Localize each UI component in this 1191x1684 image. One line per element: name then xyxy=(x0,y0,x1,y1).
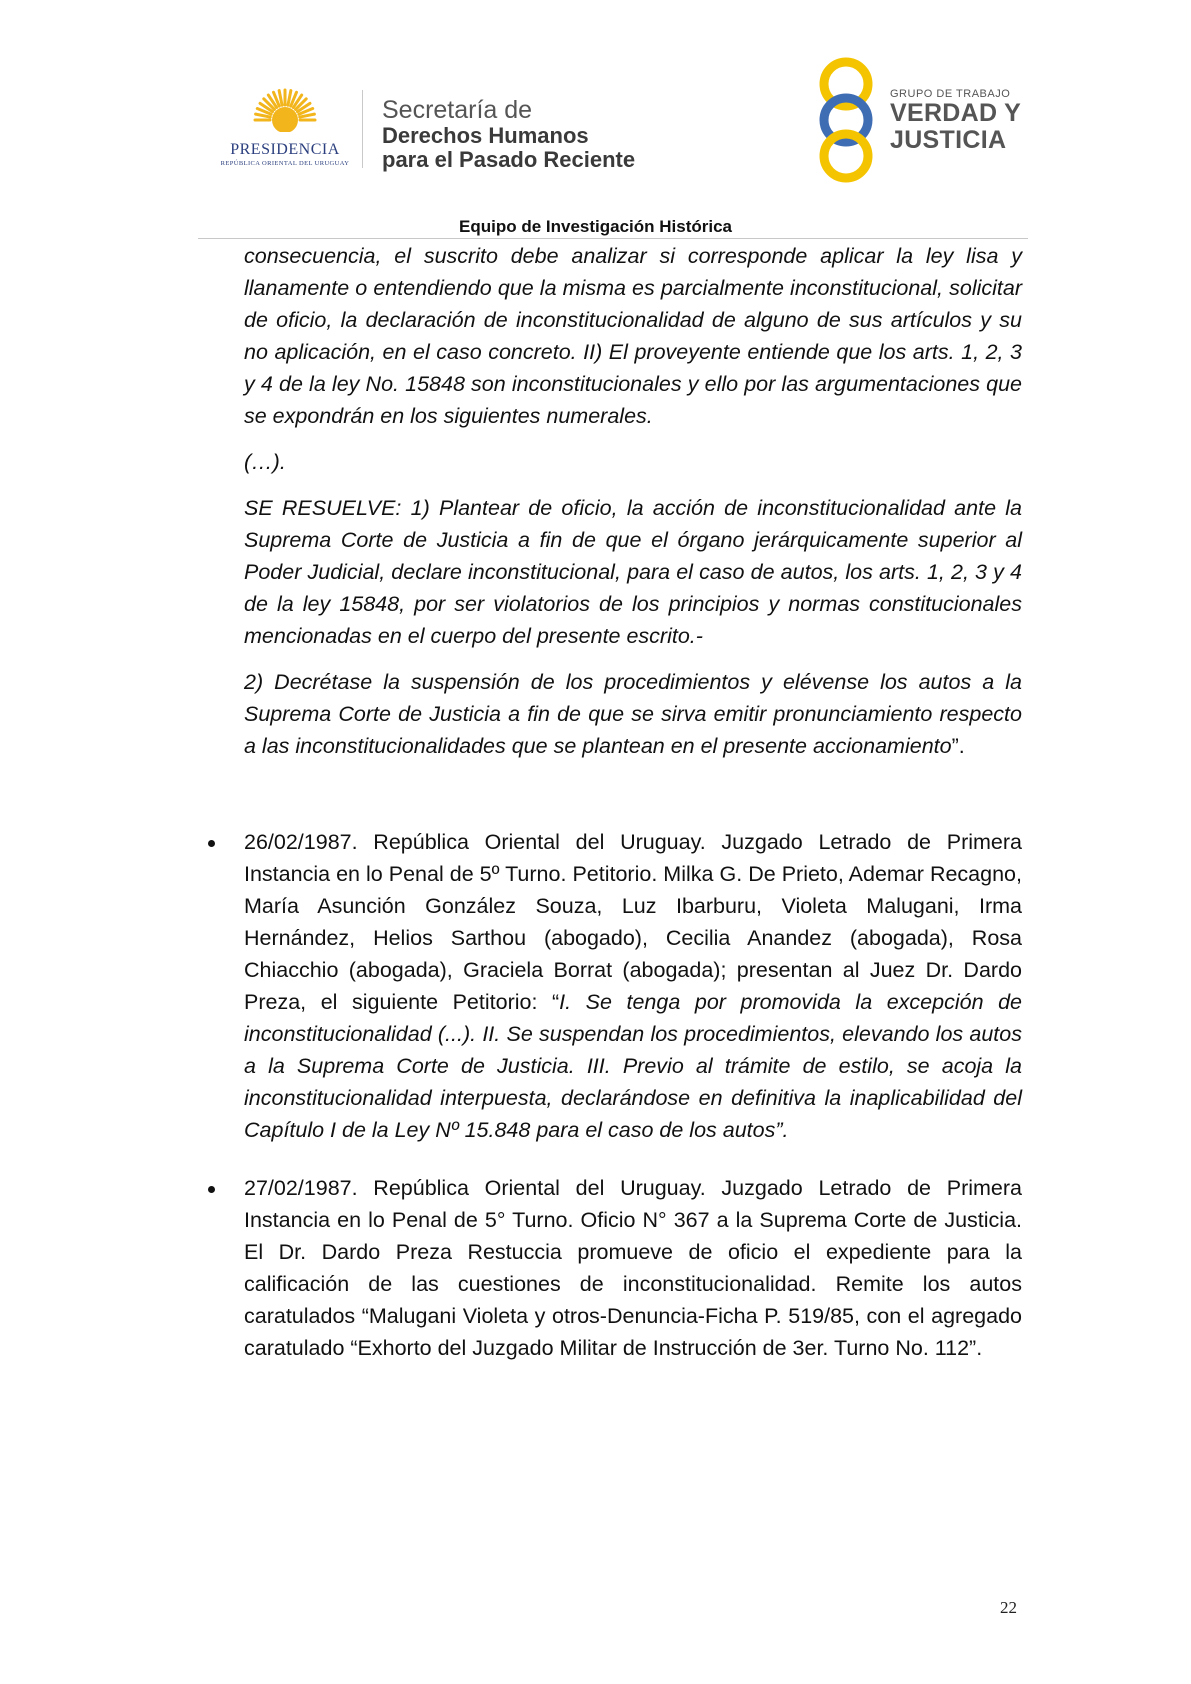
quoted-block xyxy=(244,240,1022,762)
list-item-1-plain: 26/02/1987. República Oriental del Uruguay. Juzgado Letrado de Primera Instancia en lo Penal de 5º Turno. Petitorio. Milka G. De Prieto, Ademar Recagno, María Asunción González Souza, Luz Ibarburu, Violeta Malugani, Irma Hernández, Helios Sarthou (abogado), Cecilia Anandez (abogada), Rosa Chiacchio (abogada), Graciela Borrat (abogada); presentan al Juez Dr. Dardo Preza, el siguiente Petitorio: “ xyxy=(244,830,1022,1014)
quote-paragraph-1: consecuencia, el suscrito debe analizar si corresponde aplicar la ley lisa y llanamente o entendiendo que la misma es parcialmente inconstitucional, solicitar de oficio, la declaración de inconstitucionalidad de alguno de sus artículos y su no aplicación, en el caso concreto. II) El proveyente entiende que los arts. 1, 2, 3 y 4 de la ley No. 15848 son inconstitucionales y ello por las argumentaciones que se expondrán en los siguientes numerales. xyxy=(244,244,1022,428)
list-item-1-quote: I. Se tenga por promovida la excepción de inconstitucionalidad (...). II. Se suspendan los procedimientos, elevando los autos a la Suprema Corte de Justicia. III. Previo al trámite de estilo, se acoja la inconstitucionalidad interpuesta, declarándose en definitiva la inaplicabilidad del Capítulo I de la Ley Nº 15.848 para el caso de los autos”. xyxy=(244,990,1022,1142)
header-rule xyxy=(198,238,1028,239)
list-item xyxy=(202,826,1022,1146)
quote-paragraph-resolve: SE RESUELVE: 1) Plantear de oficio, la acción de inconstitucionalidad ante la Suprema Corte de Justicia a fin de que el órgano jerárquicamente superior al Poder Judicial, declare inconstitucional, para el caso de autos, los arts. 1, 2, 3 y 4 de la ley 15848, por ser violatorios de los principios y normas constitucionales mencionadas en el cuerpo del presente escrito.- xyxy=(244,496,1022,648)
presidencia-wordmark: PRESIDENCIA xyxy=(230,141,340,158)
secretaria-line-3: para el Pasado Reciente xyxy=(382,147,636,172)
verdad-justicia-wordmark xyxy=(890,88,1021,154)
page-header xyxy=(0,0,1191,240)
presidencia-logo xyxy=(210,88,360,172)
page-number: 22 xyxy=(1000,1598,1017,1617)
list-item-text-2: 27/02/1987. República Oriental del Uruguay. Juzgado Letrado de Primera Instancia en lo Penal de 5° Turno. Oficio N° 367 a la Suprema Corte de Justicia. El Dr. Dardo Preza Restuccia promueve de oficio el expediente para la calificación de las cuestiones de inconstitucionalidad. Remite los autos caratulados “Malugani Violeta y otros-Denuncia-Ficha P. 519/85, con el agregado caratulado “Exhorto del Juzgado Militar de Instrucción de 3er. Turno No. 112”. xyxy=(244,1176,1022,1360)
vj-small-label: GRUPO DE TRABAJO xyxy=(890,88,1011,100)
bullet-icon xyxy=(208,1186,215,1193)
secretaria-logo-text xyxy=(382,96,635,172)
secretaria-line-2: Derechos Humanos xyxy=(382,123,589,148)
bullet-icon xyxy=(208,840,215,847)
list-item-text-1 xyxy=(244,826,1022,1146)
header-divider xyxy=(362,90,363,168)
quote-paragraph-2 xyxy=(244,666,1022,762)
team-heading: Equipo de Investigación Histórica xyxy=(459,217,732,236)
quote-paragraph-2-text: 2) Decrétase la suspensión de los procedimientos y elévense los autos a la Suprema Corte de Justicia a fin de que se sirva emitir pronunciamiento respecto a las inconstitucionalidades que se plantean en el presente accionamiento xyxy=(244,670,1022,758)
vj-line-2: JUSTICIA xyxy=(890,126,1007,154)
vj-line-1: VERDAD Y xyxy=(890,99,1022,127)
quote-ellipsis: (…). xyxy=(244,450,286,474)
quote-paragraph-2-close: ”. xyxy=(951,734,965,758)
list-item xyxy=(202,1172,1022,1364)
presidencia-subtitle: REPÚBLICA ORIENTAL DEL URUGUAY xyxy=(220,160,350,167)
sun-icon xyxy=(248,88,322,140)
secretaria-line-1: Secretaría de xyxy=(382,96,533,124)
